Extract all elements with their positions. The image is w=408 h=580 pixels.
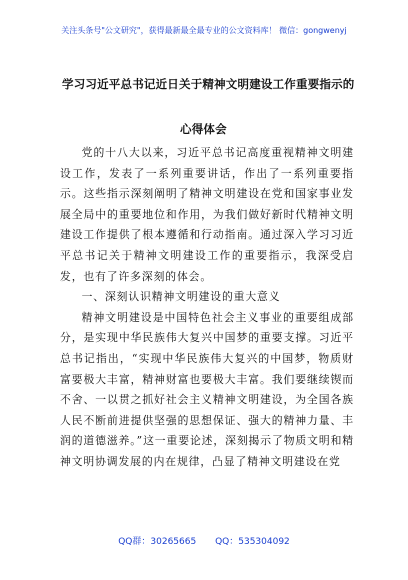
section-heading-1: 一、深刻认识精神文明建设的重大意义 — [81, 290, 281, 304]
paragraph-section-1: 精神文明建设是中国特色社会主义事业的重要组成部分，是实现中华民族伟大复兴中国梦的重要支撑。习近平总书记指出，“实现中华民族伟大复兴的中国梦，物质财富要极大丰富，精神财富也要极大丰富。我们要继续锲而不舍、一以贯之抓好社会主义精神文明建设，为全国各族人民不断前进提供坚强的思想保证、强大的精神力量、丰润的道德滋养。”这一重要论述，深刻揭示了物质文明和精神文明协调发展的内在规律，凸显了精神文明建设在党 — [60, 310, 354, 468]
footer-contact — [0, 534, 408, 547]
header-promo-note: 关注头条号"公文研究"，获得最新最全最专业的公文资料库！ 微信：gongwenyj — [61, 26, 347, 35]
document-body — [60, 143, 354, 473]
document-title-line-1: 学习习近平总书记近日关于精神文明建设工作重要指示的 — [62, 77, 355, 91]
footer-qq-number: QQ：535304092 — [215, 537, 290, 547]
footer-qq-group: QQ群：30265665 — [118, 537, 197, 547]
document-title-line-2: 心得体会 — [180, 122, 227, 136]
paragraph-intro: 党的十八大以来，习近平总书记高度重视精神文明建设工作，发表了一系列重要讲话，作出了一系列重要指示。这些指示深刻阐明了精神文明建设在党和国家事业发展全局中的重要地位和作用，为我们做好新时代精神文明建设工作提供了根本遵循和行动指南。通过深入学习习近平总书记关于精神文明建设工作的重要指示，我深受启发，也有了许多深刻的体会。 — [60, 146, 354, 283]
